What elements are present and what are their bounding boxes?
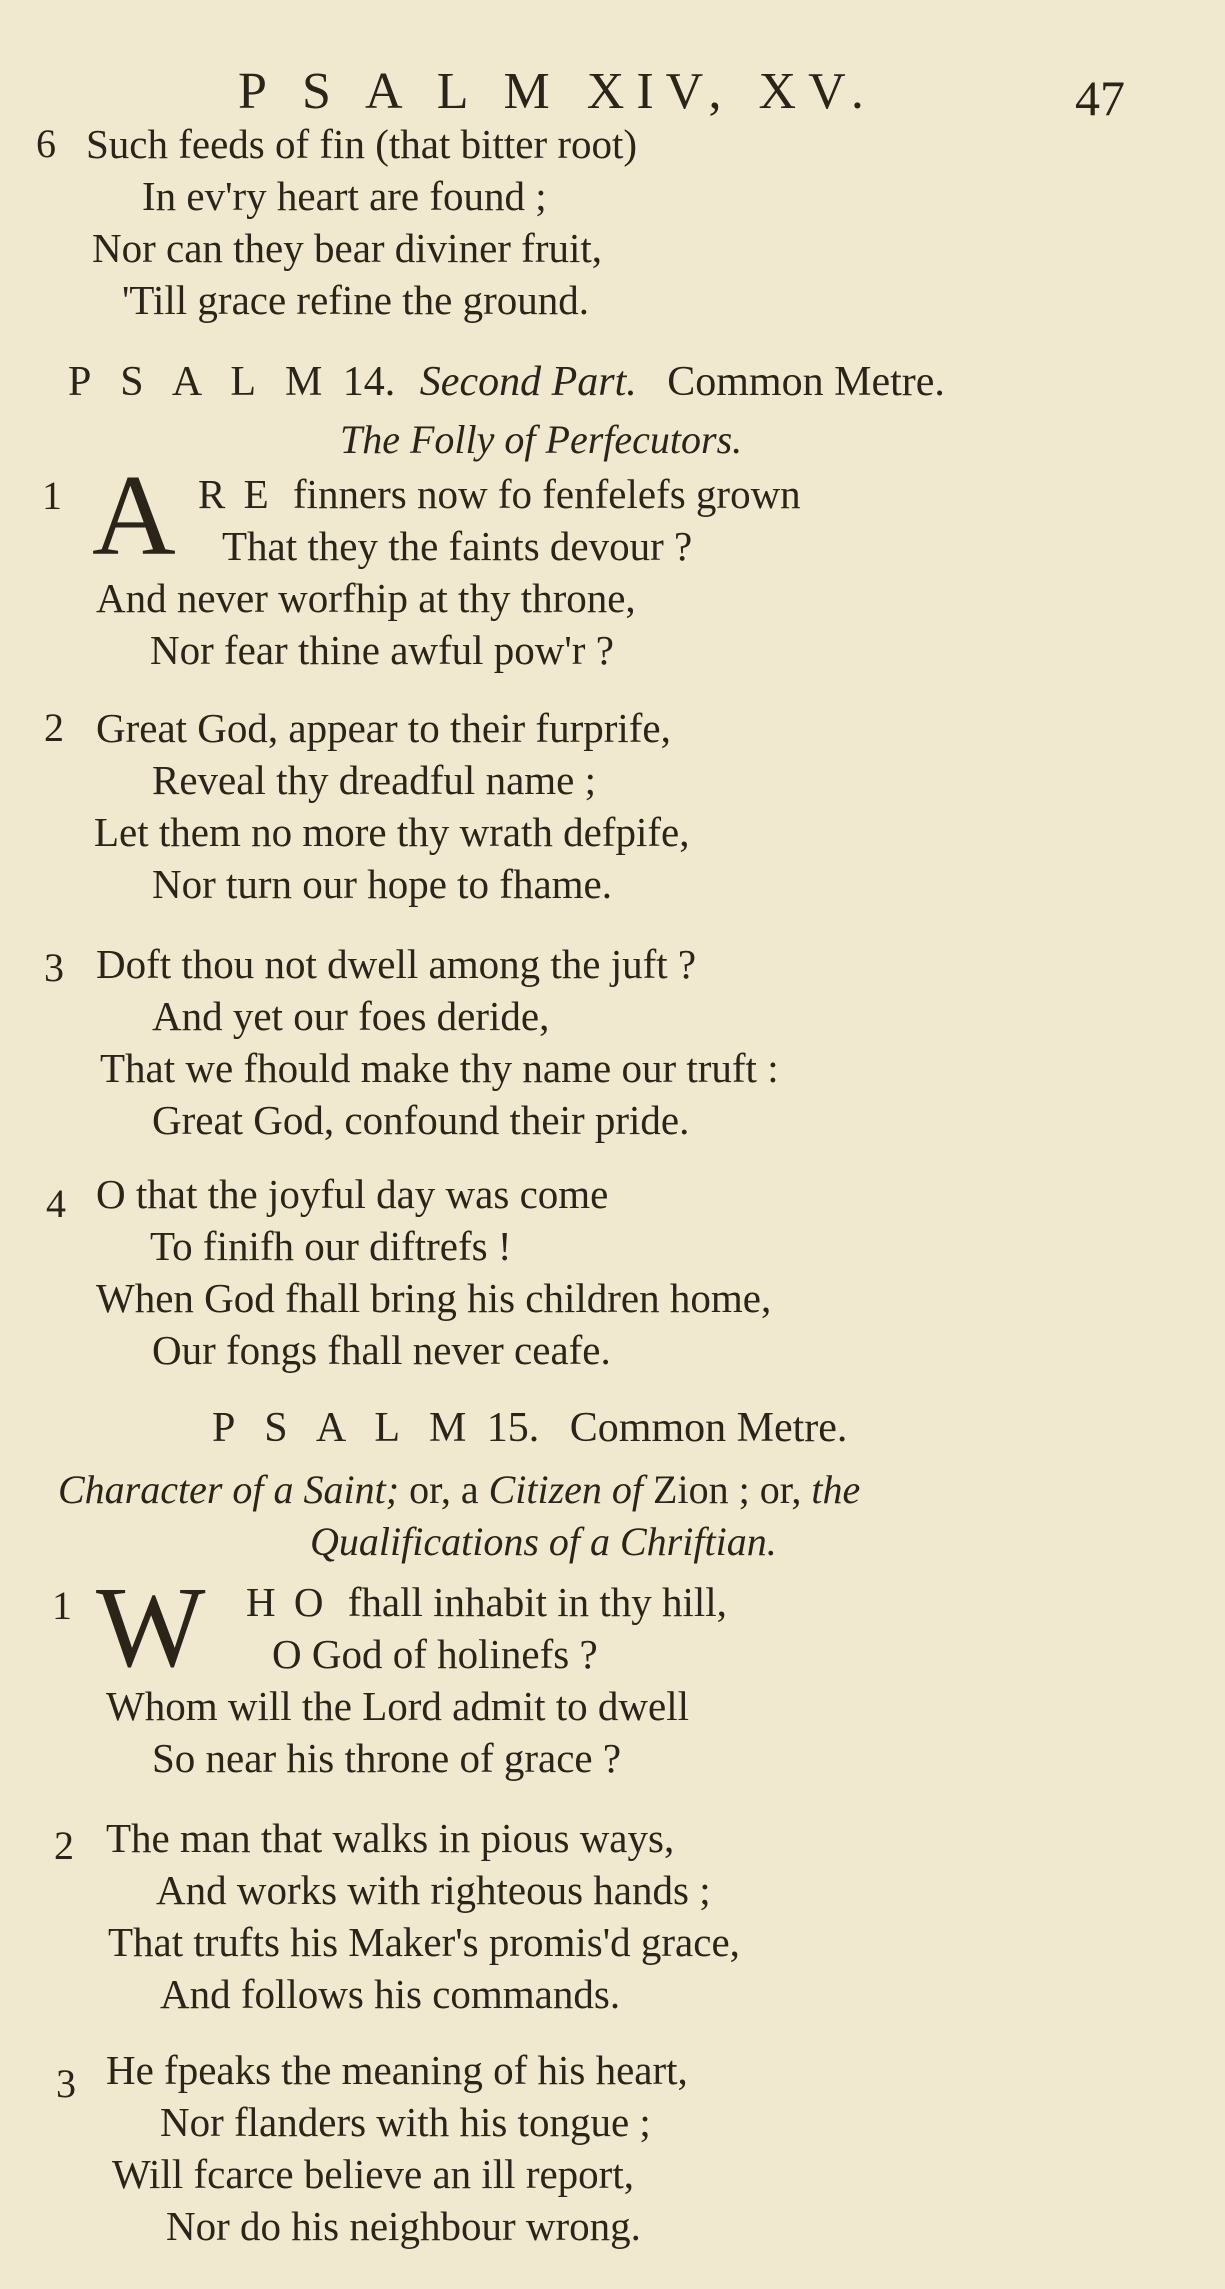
verse-line: And follows his commands. [160, 1971, 621, 2017]
psalm-15-subtitle-line2: Qualifications of a Chriftian. [310, 1519, 777, 1564]
verse-line: O God of holinefs ? [272, 1631, 598, 1677]
verse-line: To finifh our diftrefs ! [150, 1223, 512, 1269]
verse-line: That they the faints devour ? [222, 523, 693, 569]
verse-line: Great God, confound their pride. [152, 1097, 690, 1143]
verse-line: Whom will the Lord admit to dwell [106, 1683, 690, 1729]
verse-first-line [246, 1578, 727, 1626]
heading-metre: Common Metre. [667, 359, 945, 405]
verse-line: Let them no more thy wrath defpife, [94, 809, 690, 855]
subtitle-part: the [811, 1467, 861, 1512]
verse-number: 3 [56, 2061, 76, 2106]
verse-line: Doft thou not dwell among the juft ? [96, 941, 697, 987]
verse-number: 1 [42, 473, 62, 518]
heading-psalm: P S A L M [68, 359, 333, 405]
verse-first-line [198, 470, 801, 518]
verse-line: In ev'ry heart are found ; [142, 173, 547, 219]
heading-part: Second Part. [419, 359, 637, 405]
verse-line: Reveal thy dreadful name ; [152, 757, 596, 803]
psalm-15-heading [212, 1402, 847, 1454]
verse-line: finners now fo fenfelefs grown [292, 471, 801, 517]
verse-line: So near his throne of grace ? [152, 1735, 622, 1781]
running-head [0, 62, 1225, 126]
verse-line: Such feeds of fin (that bitter root) [86, 121, 638, 167]
verse-number: 3 [44, 945, 64, 990]
heading-number: 15. [486, 1405, 540, 1451]
verse-line: O that the joyful day was come [96, 1171, 609, 1217]
verse-line: Our fongs fhall never ceafe. [152, 1327, 611, 1373]
verse-line: And yet our foes deride, [152, 993, 550, 1039]
verse-line: Nor can they bear diviner fruit, [92, 225, 603, 271]
subtitle-part: Zion ; or, [653, 1467, 802, 1512]
verse-line: fhall inhabit in thy hill, [347, 1579, 727, 1625]
psalm-14-subtitle: The Folly of Perfecutors. [340, 417, 743, 462]
verse-number: 6 [36, 121, 56, 166]
heading-metre: Common Metre. [569, 1405, 848, 1451]
verse-line: Nor turn our hope to fhame. [152, 861, 612, 907]
verse-number: 2 [44, 705, 64, 750]
psalm-14-second-heading [68, 356, 945, 408]
verse-line: And works with righteous hands ; [156, 1867, 711, 1913]
verse-line: Nor fear thine awful pow'r ? [150, 627, 614, 673]
subtitle-part: Citizen of [488, 1467, 644, 1512]
verse-line: Nor do his neighbour wrong. [166, 2203, 641, 2249]
verse-line: 'Till grace refine the ground. [122, 277, 589, 323]
subtitle-part: Character of a Saint; [58, 1467, 400, 1512]
verse-number: 4 [46, 1181, 66, 1226]
drop-cap: A [92, 452, 176, 580]
verse-line: That trufts his Maker's promis'd grace, [108, 1919, 740, 1965]
page-number: 47 [1075, 70, 1125, 126]
first-word-rest: H O [246, 1579, 328, 1625]
heading-number: 14. [342, 359, 396, 405]
psalm-15-subtitle [58, 1466, 860, 1514]
verse-line: Nor flanders with his tongue ; [160, 2099, 651, 2145]
verse-number: 2 [54, 1823, 74, 1868]
drop-cap: W [96, 1564, 206, 1692]
verse-line: Great God, appear to their furprife, [96, 705, 671, 751]
heading-psalm: P S A L M [212, 1405, 477, 1451]
verse-line: The man that walks in pious ways, [106, 1815, 675, 1861]
verse-line: When God fhall bring his children home, [96, 1275, 772, 1321]
verse-line: Will fcarce believe an ill report, [112, 2151, 634, 2197]
verse-line: That we fhould make thy name our truft : [100, 1045, 779, 1091]
subtitle-part: or, a [409, 1467, 479, 1512]
running-title: P S A L M XIV, XV. [238, 63, 876, 120]
verse-number: 1 [52, 1583, 72, 1628]
first-word-rest: R E [198, 471, 273, 517]
verse-line: And never worfhip at thy throne, [96, 575, 636, 621]
verse-line: He fpeaks the meaning of his heart, [106, 2047, 688, 2093]
